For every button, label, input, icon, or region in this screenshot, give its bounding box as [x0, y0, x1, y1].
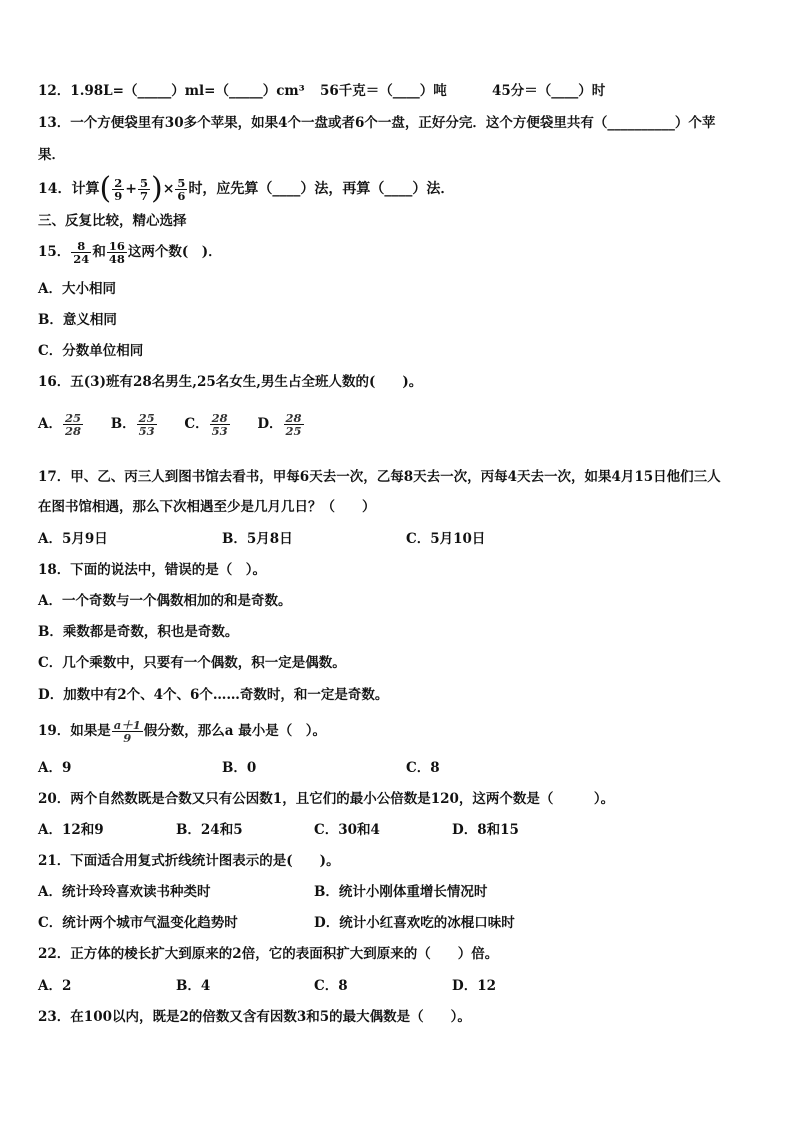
numerator: 28 [285, 411, 302, 425]
question-number: 23． [38, 1009, 71, 1025]
question-number: 13． [38, 115, 71, 131]
fraction [210, 412, 230, 437]
q12-part2: 56千克＝（____）吨 [320, 83, 447, 99]
q20-text: 两个自然数既是合数又只有公因数1，且它们的最小公倍数是120，这两个数是（ ）。 [70, 791, 615, 807]
question-number: 18． [38, 562, 71, 578]
question-17 [38, 468, 721, 486]
question-number: 19． [38, 723, 71, 739]
option-a: A．12和9 [38, 822, 104, 838]
question-22 [38, 945, 498, 963]
option-c: C．8 [406, 760, 440, 776]
question-14 [38, 172, 454, 206]
denominator: 48 [108, 252, 125, 266]
q18-text: 下面的说法中，错误的是（ ）。 [70, 562, 267, 578]
option-label: C． [184, 416, 209, 432]
left-paren: ( [99, 171, 112, 206]
option-c: C．5月10日 [406, 531, 486, 547]
q15-suffix: 这两个数( )． [127, 244, 222, 260]
option-d [257, 411, 304, 438]
fraction [107, 240, 127, 265]
q21-text: 下面适合用复式折线统计图表示的是( )。 [70, 853, 340, 869]
question-13 [38, 114, 715, 132]
numerator: 25 [138, 411, 155, 425]
fraction [284, 412, 304, 437]
denominator: 25 [285, 424, 302, 438]
q13-line1: 一个方便袋里有30多个苹果，如果4个一盘或者6个一盘，正好分完．这个方便袋里共有（__________）个苹 [70, 115, 716, 131]
q19-suffix: 假分数，那么a 最小是（ ）。 [143, 723, 326, 739]
option-label: B． [110, 416, 136, 432]
q23-text: 在100以内，既是2的倍数又含有因数3和5的最大偶数是（ ）。 [70, 1009, 471, 1025]
question-number: 14． [38, 181, 72, 197]
option-a [38, 411, 84, 438]
q14-suffix: 时，应先算（____）法，再算（____）法． [188, 181, 455, 197]
q19-prefix: 如果是 [70, 723, 111, 739]
plus-sign: + [125, 181, 137, 197]
question-number: 15． [38, 244, 71, 260]
question-15 [38, 236, 222, 268]
question-number: 16． [38, 374, 71, 390]
fraction [63, 412, 83, 437]
option-b: B．5月8日 [222, 531, 293, 547]
option-a: A．5月9日 [38, 531, 108, 547]
question-21 [38, 852, 340, 870]
q12-part3: 45分＝（____）时 [492, 83, 606, 99]
question-23 [38, 1008, 471, 1026]
fraction [112, 719, 143, 744]
option-a: A．9 [38, 760, 72, 776]
option-a: A．大小相同 [38, 281, 116, 297]
q13-line2: 果． [38, 147, 65, 163]
option-b: B．0 [222, 760, 257, 776]
numerator: a＋1 [113, 718, 141, 732]
option-b: B．意义相同 [38, 312, 117, 328]
numerator: 2 [114, 175, 123, 190]
question-16 [38, 373, 422, 391]
denominator: 7 [139, 188, 148, 203]
question-12 [38, 82, 305, 100]
numerator: 16 [108, 239, 125, 253]
denominator: 9 [123, 731, 132, 745]
option-c: C．30和4 [314, 822, 380, 838]
option-label: D． [257, 416, 283, 432]
section-heading: 三、反复比较，精心选择 [38, 213, 187, 229]
numerator: 5 [139, 175, 148, 190]
numerator: 8 [71, 240, 91, 253]
q17-line1: 甲、乙、丙三人到图书馆去看书，甲每6天去一次，乙每8天去一次，丙每4天去一次，如果4月15日他们三人 [70, 469, 721, 485]
q22-text: 正方体的棱长扩大到原来的2倍，它的表面积扩大到原来的（ ）倍。 [70, 946, 499, 962]
numerator: 5 [177, 175, 186, 190]
fraction [71, 240, 91, 265]
question-18 [38, 561, 266, 579]
q14-prefix: 计算 [71, 181, 100, 197]
option-c: C．几个乘数中，只要有一个偶数，积一定是偶数。 [38, 655, 346, 671]
option-b: B．统计小刚体重增长情况时 [314, 884, 488, 900]
option-a: A．一个奇数与一个偶数相加的和是奇数。 [38, 593, 292, 609]
numerator: 28 [211, 411, 228, 425]
denominator: 6 [177, 188, 186, 203]
question-number: 21． [38, 853, 71, 869]
times-sign: × [162, 181, 175, 197]
question-20 [38, 790, 614, 808]
denominator: 28 [64, 424, 81, 438]
right-paren: ) [150, 171, 163, 206]
option-d: D．统计小红喜欢吃的冰棍口味时 [314, 915, 515, 931]
q17-line2: 在图书馆相遇，那么下次相遇至少是几月几日？（ ） [38, 499, 376, 515]
question-number: 22． [38, 946, 71, 962]
option-c: C．8 [314, 978, 348, 994]
question-number: 12． [38, 83, 71, 99]
q16-options [38, 406, 305, 442]
and-word: 和 [92, 244, 106, 260]
numerator: 25 [64, 411, 81, 425]
option-label: A． [38, 416, 62, 432]
option-c: C．统计两个城市气温变化趋势时 [38, 915, 238, 931]
question-19 [38, 713, 326, 749]
option-b: B．4 [176, 978, 211, 994]
option-d: D．8和15 [452, 822, 519, 838]
denominator: 53 [211, 424, 228, 438]
option-a: A．统计玲玲喜欢读书种类时 [38, 884, 211, 900]
q12-part1: 1.98L=（_____）ml=（_____）cm³ [70, 83, 305, 99]
denominator: 24 [73, 252, 90, 266]
question-number: 17． [38, 469, 71, 485]
fraction [112, 177, 124, 202]
question-number: 20． [38, 791, 71, 807]
fraction [137, 412, 157, 437]
option-b: B．乘数都是奇数，积也是奇数。 [38, 624, 239, 640]
option-b [110, 411, 158, 438]
fraction [138, 177, 150, 202]
fraction [175, 177, 187, 202]
denominator: 9 [114, 188, 123, 203]
option-a: A．2 [38, 978, 72, 994]
q16-text: 五(3)班有28名男生,25名女生,男生占全班人数的( )。 [70, 374, 423, 390]
option-c: C．分数单位相同 [38, 343, 144, 359]
option-d: D．加数中有2个、4个、6个……奇数时，和一定是奇数。 [38, 687, 389, 703]
option-b: B．24和5 [176, 822, 243, 838]
option-c [184, 411, 230, 438]
option-d: D．12 [452, 978, 496, 994]
denominator: 53 [138, 424, 155, 438]
